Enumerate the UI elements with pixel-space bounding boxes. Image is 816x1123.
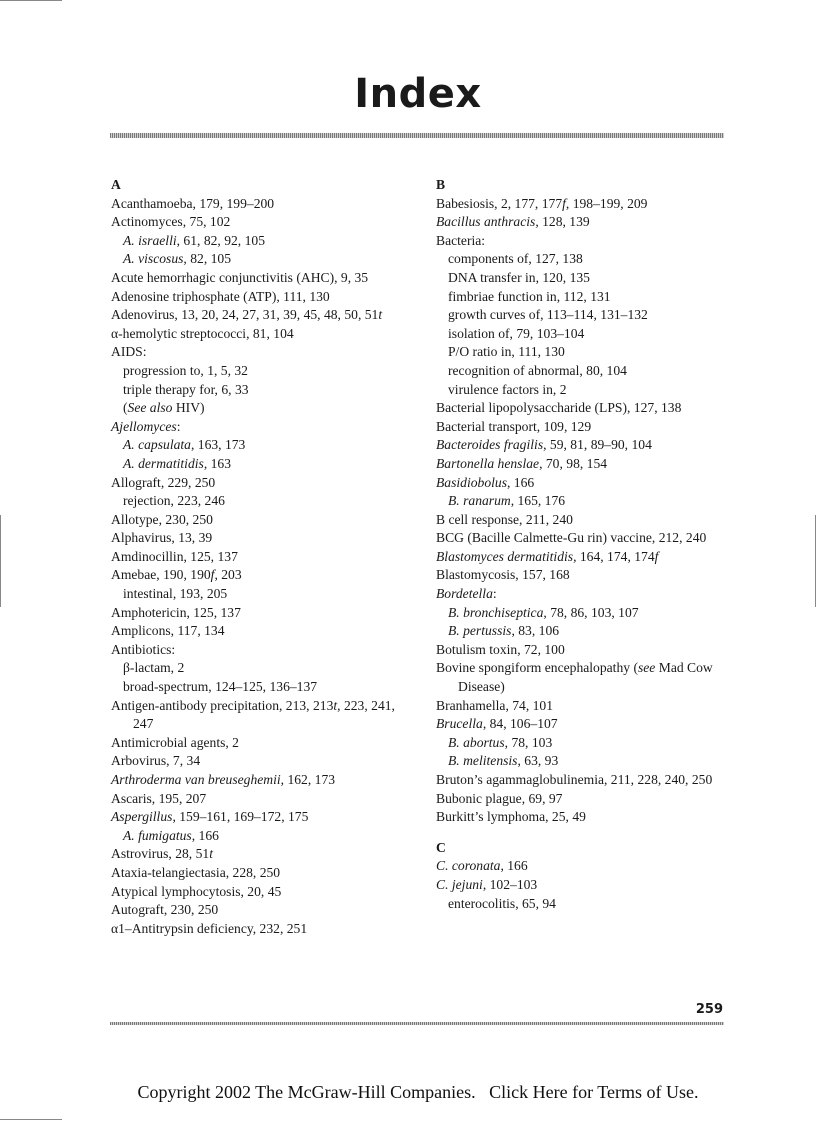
index-subentry: β-lactam, 2: [123, 660, 185, 676]
index-entry: Antibiotics:: [111, 641, 176, 657]
index-entry: Allotype, 230, 250: [111, 511, 213, 527]
index-subentry: virulence factors in, 2: [448, 381, 567, 397]
index-subentry: A. viscosus, 82, 105: [123, 251, 231, 267]
index-entry: Adenosine triphosphate (ATP), 111, 130: [111, 288, 330, 304]
index-subentry: enterocolitis, 65, 94: [448, 895, 556, 911]
index-entry: Antigen-antibody precipitation, 213, 213t, 223, 241, 247: [111, 697, 395, 732]
index-entry: Ataxia-telangiectasia, 228, 250: [111, 864, 281, 880]
index-entry: Actinomyces, 75, 102: [111, 214, 231, 230]
index-entry: Bruton’s agammaglobulinemia, 211, 228, 240, 250: [436, 772, 713, 787]
terms-of-use-link[interactable]: Click Here for Terms of Use.: [489, 1082, 699, 1102]
index-entry: C. coronata, 166: [436, 858, 528, 874]
index-entry: Acanthamoeba, 179, 199–200: [111, 195, 275, 211]
index-entry: α-hemolytic streptococci, 81, 104: [111, 325, 294, 341]
index-subentry: B. melitensis, 63, 93: [448, 753, 559, 769]
index-subentry: B. abortus, 78, 103: [448, 734, 553, 750]
footer: [0, 1082, 816, 1103]
index-subentry: recognition of abnormal, 80, 104: [448, 362, 627, 378]
index-entry: Babesiosis, 2, 177, 177f, 198–199, 209: [436, 195, 648, 211]
index-entry: C. jejuni, 102–103: [436, 876, 538, 892]
scan-artifact-bottom: [0, 1119, 62, 1120]
index-entry: Astrovirus, 28, 51t: [111, 846, 213, 862]
index-subentry: intestinal, 193, 205: [123, 586, 228, 602]
index-entry: Bacterial transport, 109, 129: [436, 418, 592, 434]
index-entry: Allograft, 229, 250: [111, 474, 216, 490]
index-entry: Burkitt’s lymphoma, 25, 49: [436, 809, 586, 825]
index-subentry: fimbriae function in, 112, 131: [448, 288, 611, 304]
index-subentry: B. ranarum, 165, 176: [448, 493, 566, 509]
index-entry: Bubonic plague, 69, 97: [436, 790, 563, 806]
index-entry: Adenovirus, 13, 20, 24, 27, 31, 39, 45, 48, 50, 51t: [111, 307, 383, 323]
index-letter-heading: C: [436, 839, 446, 855]
index-subentry: A. fumigatus, 166: [123, 827, 219, 843]
index-subentry: B. bronchiseptica, 78, 86, 103, 107: [448, 604, 639, 620]
index-entry: Arthroderma van breuseghemii, 162, 173: [111, 772, 336, 787]
index-entry: Antimicrobial agents, 2: [111, 734, 239, 750]
index-entry: Bartonella henslae, 70, 98, 154: [436, 455, 608, 471]
index-entry: Autograft, 230, 250: [111, 902, 219, 918]
index-subentry: triple therapy for, 6, 33: [123, 381, 249, 397]
bottom-rule: [110, 1022, 724, 1025]
top-rule: [110, 133, 724, 138]
page-title: Index: [354, 71, 482, 117]
index-subentry: DNA transfer in, 120, 135: [448, 269, 590, 285]
index-entry: B cell response, 211, 240: [436, 511, 573, 527]
index-entry: Acute hemorrhagic conjunctivitis (AHC), 9, 35: [111, 269, 369, 285]
index-subentry: A. dermatitidis, 163: [123, 455, 231, 471]
index-entry: Bordetella:: [436, 586, 497, 602]
index-entry: Amdinocillin, 125, 137: [111, 548, 238, 564]
index-subentry: components of, 127, 138: [448, 251, 583, 267]
index-column-left: [111, 176, 411, 938]
index-subentry: growth curves of, 113–114, 131–132: [448, 307, 648, 323]
index-entry: α1–Antitrypsin deficiency, 232, 251: [111, 920, 308, 936]
index-column-right: [436, 176, 726, 913]
index-entry: Blastomycosis, 157, 168: [436, 567, 570, 583]
index-entry: Ascaris, 195, 207: [111, 790, 207, 806]
index-subentry: progression to, 1, 5, 32: [123, 362, 248, 378]
index-letter-heading: A: [111, 177, 121, 192]
index-entry: Amphotericin, 125, 137: [111, 604, 241, 620]
index-subentry: P/O ratio in, 111, 130: [448, 344, 565, 360]
scan-artifact-left: [0, 515, 1, 607]
scan-artifact-top: [0, 0, 62, 1]
index-entry: Bacterial lipopolysaccharide (LPS), 127, 138: [436, 400, 682, 416]
index-entry: Brucella, 84, 106–107: [436, 716, 558, 732]
index-subentry: broad-spectrum, 124–125, 136–137: [123, 679, 318, 695]
index-subentry: isolation of, 79, 103–104: [448, 325, 585, 341]
index-subentry: (See also HIV): [123, 400, 205, 416]
index-subentry: A. israelli, 61, 82, 92, 105: [123, 232, 265, 248]
index-subentry: B. pertussis, 83, 106: [448, 623, 560, 639]
index-entry: Bacteria:: [436, 232, 486, 248]
index-entry: Branhamella, 74, 101: [436, 697, 554, 713]
index-entry: Botulism toxin, 72, 100: [436, 641, 565, 657]
index-entry: Ajellomyces:: [111, 418, 181, 434]
index-entry: Aspergillus, 159–161, 169–172, 175: [111, 809, 309, 825]
index-entry: Bacteroides fragilis, 59, 81, 89–90, 104: [436, 437, 652, 453]
index-entry: Alphavirus, 13, 39: [111, 530, 213, 546]
index-entry: Bacillus anthracis, 128, 139: [436, 214, 590, 230]
section-gap: [436, 827, 726, 839]
index-entry: Basidiobolus, 166: [436, 474, 535, 490]
page-number: 259: [695, 1002, 723, 1017]
index-entry: Arbovirus, 7, 34: [111, 753, 201, 769]
index-entry: Blastomyces dermatitidis, 164, 174, 174f: [436, 548, 659, 564]
index-entry: BCG (Bacille Calmette-Gu rin) vaccine, 212, 240: [436, 530, 707, 546]
index-entry: Atypical lymphocytosis, 20, 45: [111, 883, 282, 899]
index-entry: Amebae, 190, 190f, 203: [111, 567, 242, 583]
index-subentry: rejection, 223, 246: [123, 493, 225, 509]
index-entry: Bovine spongiform encephalopathy (see Mad Cow Disease): [436, 660, 713, 695]
index-letter-heading: B: [436, 177, 446, 192]
index-entry: Amplicons, 117, 134: [111, 623, 225, 639]
index-subentry: A. capsulata, 163, 173: [123, 437, 246, 453]
index-entry: AIDS:: [111, 344, 147, 360]
footer-copyright: Copyright 2002 The McGraw-Hill Companies.: [137, 1082, 476, 1102]
